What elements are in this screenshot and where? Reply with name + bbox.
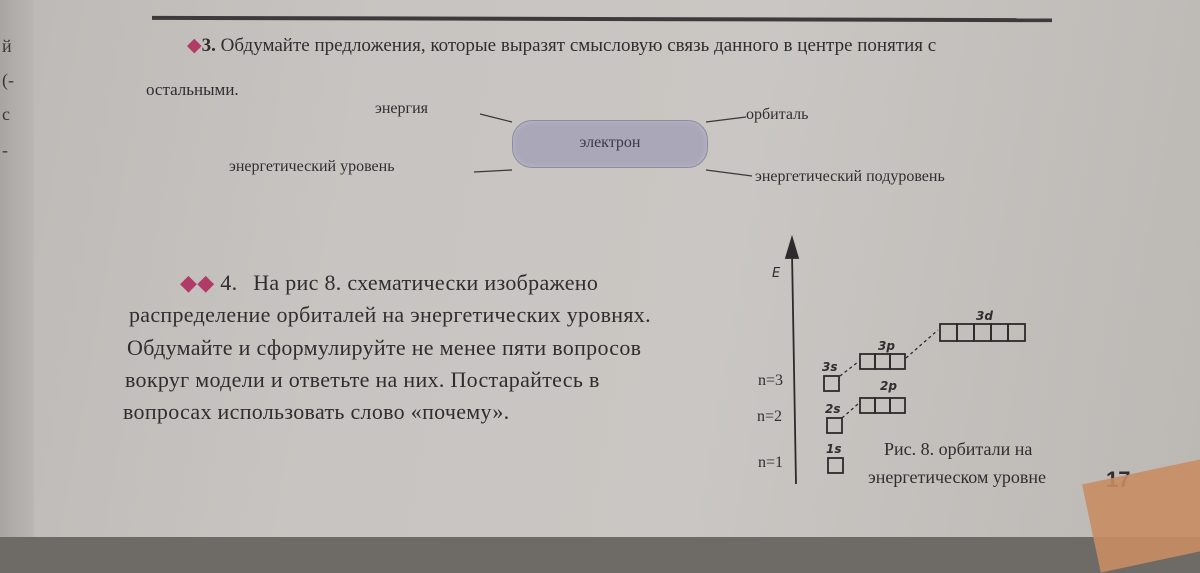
orbital-3s-box	[824, 376, 839, 391]
orbital-3s-label: 3s	[822, 360, 838, 374]
concept-orbital: орбиталь	[746, 106, 809, 123]
energy-axis-label: E	[772, 266, 781, 281]
level-n2-label: n=2	[757, 408, 783, 425]
orbital-3d-box	[957, 324, 974, 341]
task3-marker: ◆	[187, 35, 202, 56]
orbital-1s-box	[828, 458, 843, 473]
energy-axis-arrowhead	[786, 238, 798, 258]
level-n1-label: n=1	[758, 454, 784, 471]
orbital-2p-box	[860, 398, 875, 413]
task4-marker: ◆◆	[180, 270, 215, 295]
figure-caption-line2: энергетическом уровне	[868, 467, 1046, 487]
concept-energy-sublevel: энергетический подуровень	[755, 168, 945, 185]
figure-caption-line1: Рис. 8. орбитали на	[884, 439, 1033, 459]
orbital-1s-label: 1s	[826, 442, 842, 456]
concept-center-label: электрон	[579, 134, 641, 151]
orbital-3p-box	[890, 354, 905, 369]
margin-fragment: (-	[2, 70, 14, 90]
orbital-3d-box	[940, 324, 957, 341]
task4-line3: Обдумайте и сформулируйте не менее пяти вопросов	[127, 335, 642, 360]
task4-line5: вопросах использовать слово «почему».	[123, 399, 510, 424]
orbital-3d-box	[991, 324, 1008, 341]
orbital-3p-box	[860, 354, 875, 369]
task4-line2: распределение орбиталей на энергетических уровнях.	[129, 302, 651, 327]
task3-line2: остальными.	[146, 80, 239, 99]
orbital-3d-box	[974, 324, 991, 341]
orbital-2s-label: 2s	[825, 402, 841, 416]
task3-text: Обдумайте предложения, которые выразят смысловую связь данного в центре понятия с	[220, 35, 937, 56]
concept-energy-level: энергетический уровень	[229, 158, 395, 175]
margin-fragment: с	[2, 104, 10, 124]
orbital-2p-label: 2p	[880, 379, 897, 393]
orbital-link	[842, 404, 858, 418]
orbital-link	[840, 362, 858, 376]
concept-energy: энергия	[375, 100, 429, 117]
orbital-3d-label: 3d	[976, 309, 993, 323]
orbital-2p-box	[890, 398, 905, 413]
orbital-3p-label: 3p	[878, 339, 895, 353]
task4-line4: вокруг модели и ответьте на них. Постарайтесь в	[125, 367, 600, 392]
orbital-2s-box	[827, 418, 842, 433]
orbital-3d-box	[1008, 324, 1025, 341]
energy-axis	[792, 252, 796, 484]
margin-fragment: -	[2, 140, 8, 160]
level-n3-label: n=3	[758, 372, 784, 389]
orbital-2p-box	[875, 398, 890, 413]
task4-text: На рис 8. схематически изображено	[253, 270, 599, 295]
orbital-3p-box	[875, 354, 890, 369]
task4-number: 4.	[220, 270, 238, 295]
orbital-link	[906, 330, 938, 358]
task3-number: 3.	[201, 35, 216, 56]
margin-fragment: й	[2, 36, 12, 56]
